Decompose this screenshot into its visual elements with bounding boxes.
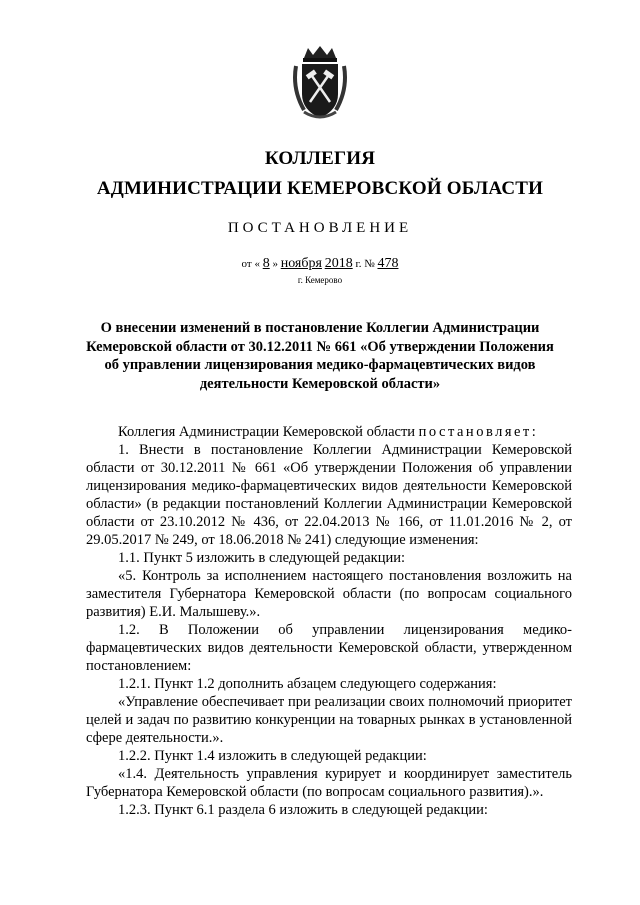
date-prefix: от « bbox=[241, 258, 260, 270]
date-close-quote: » bbox=[272, 258, 278, 270]
body-paragraph: 1.1. Пункт 5 изложить в следующей редакции: bbox=[118, 550, 406, 566]
date-month: ноября bbox=[280, 256, 322, 271]
body-paragraph: «1.4. Деятельность управления курирует и координирует заместитель Губернатора Кемеровской области (по вопросам социального развития).». bbox=[86, 766, 572, 800]
body-paragraph: «Управление обеспечивает при реализации своих полномочий приоритет целей и задач по развитию конкуренции на товарных рынках в установленной сфере деятельности.». bbox=[86, 694, 572, 746]
body-paragraph: 1.2.2. Пункт 1.4 изложить в следующей редакции: bbox=[118, 748, 427, 764]
city-name: г. Кемерово bbox=[297, 275, 343, 285]
document-body bbox=[86, 423, 572, 819]
intro-text: Коллегия Администрации Кемеровской области bbox=[118, 424, 416, 440]
document-type: ПОСТАНОВЛЕНИЕ bbox=[227, 220, 413, 236]
intro-verb: постановляет: bbox=[418, 424, 539, 440]
date-year: 2018 bbox=[324, 256, 353, 271]
date-day: 8 bbox=[262, 256, 270, 271]
body-paragraph: 1.2. В Положении об управлении лицензирования медико-фармацевтических видов деятельности Кемеровской области, утвержденном постановлением: bbox=[86, 622, 572, 674]
coat-of-arms-emblem bbox=[290, 44, 350, 122]
date-number-line bbox=[0, 256, 640, 272]
body-paragraph: «5. Контроль за исполнением настоящего постановления возложить на заместителя Губернатора Кемеровской области (по вопросам социального развития) Е.И. Малышеву.». bbox=[86, 568, 572, 620]
org-name-line1: КОЛЛЕГИЯ bbox=[264, 148, 376, 169]
document-title: О внесении изменений в постановление Коллегии Администрации Кемеровской области от 30.12.2011 № 661 «Об утверждении Положения об управлении лицензирования медико-фармацевтических видов деятельности Кемеровской области» bbox=[86, 320, 554, 392]
body-paragraph: 1.2.3. Пункт 6.1 раздела 6 изложить в следующей редакции: bbox=[118, 802, 488, 818]
org-name-line2: АДМИНИСТРАЦИИ КЕМЕРОВСКОЙ ОБЛАСТИ bbox=[96, 178, 544, 199]
document-number: 478 bbox=[377, 256, 399, 271]
number-sign: № bbox=[364, 258, 375, 270]
body-paragraph: 1. Внести в постановление Коллегии Администрации Кемеровской области от 30.12.2011 № 661 «Об утверждении Положения об управлении лицензирования медико-фармацевтических видов деятельности Кемеровской области» (в редакции постановлений Коллегии Администрации Кемеровской области от 23.10.2012 № 436, от 22.04.2013 № 166, от 11.01.2016 № 2, от 29.05.2017 № 249, от 18.06.2018 № 241) следующие изменения: bbox=[86, 442, 572, 548]
date-year-suffix: г. bbox=[355, 258, 362, 270]
body-paragraph: 1.2.1. Пункт 1.2 дополнить абзацем следующего содержания: bbox=[118, 676, 497, 692]
intro-paragraph bbox=[86, 423, 572, 441]
